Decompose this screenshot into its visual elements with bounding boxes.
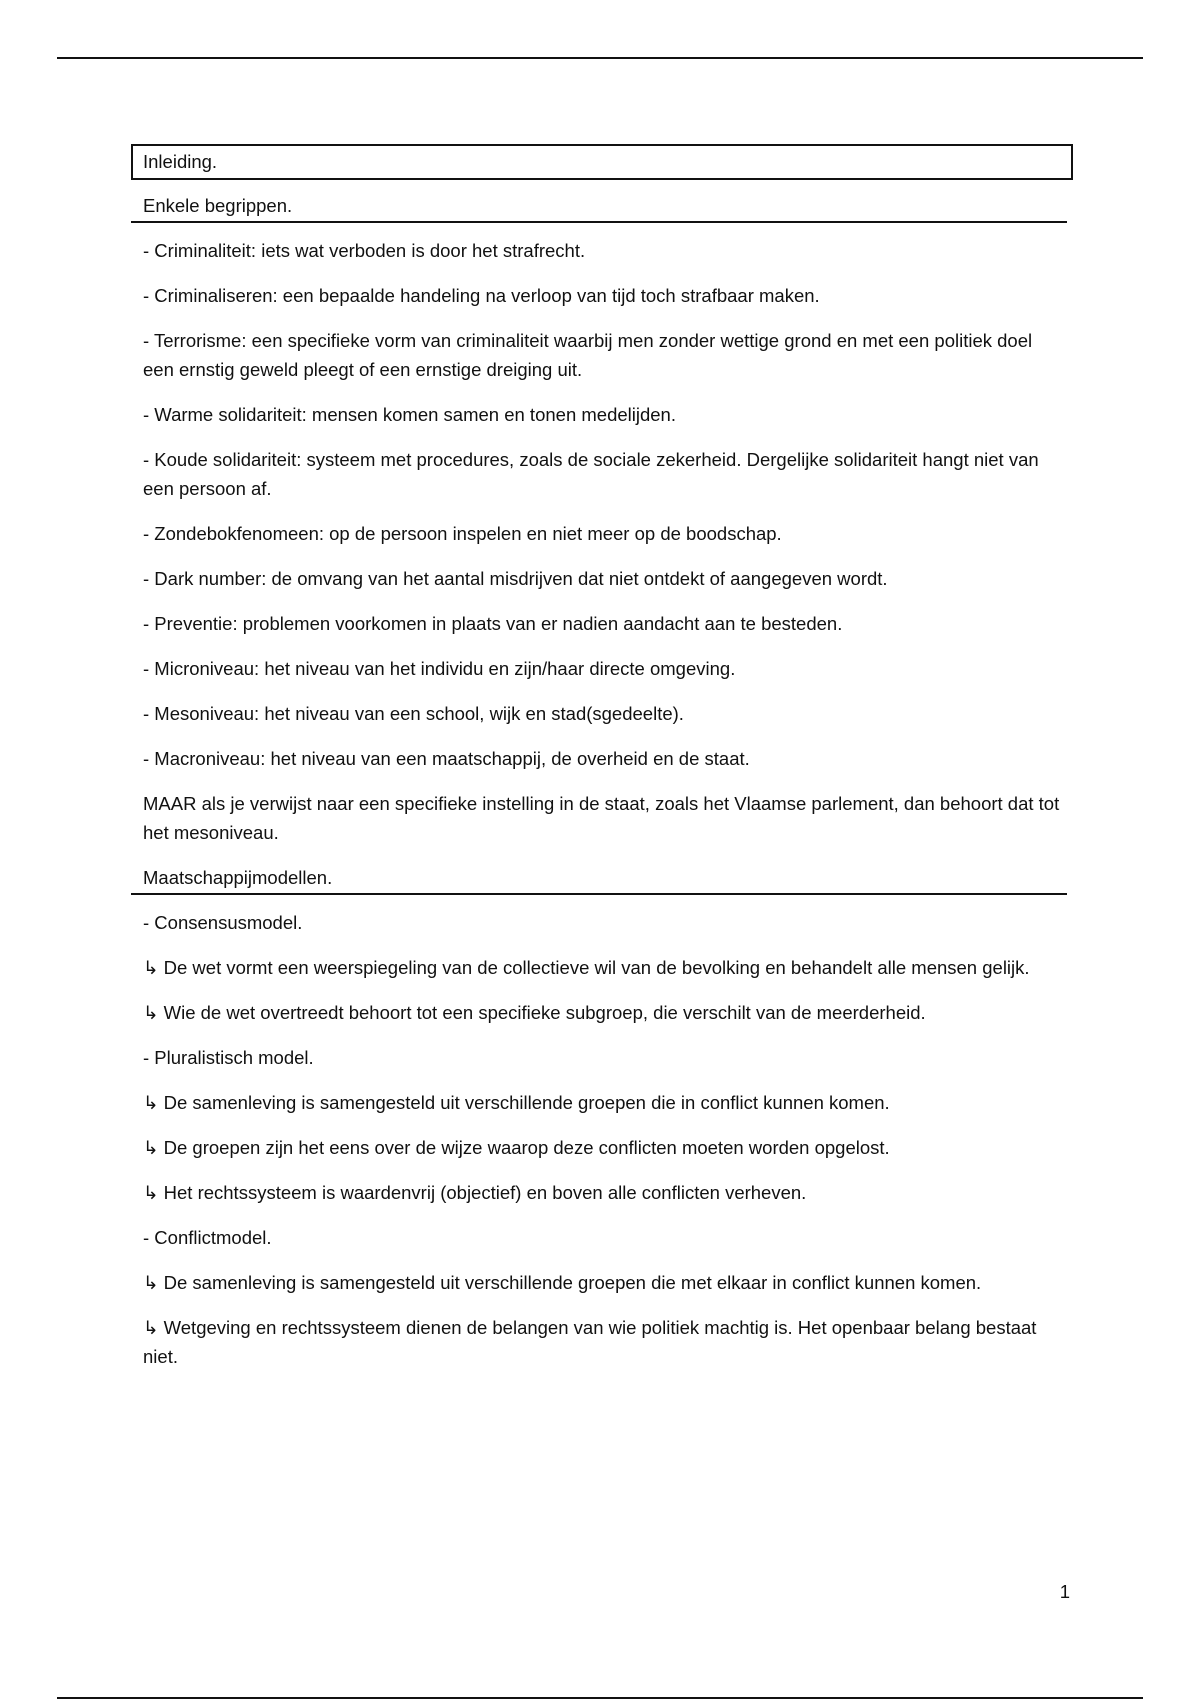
model-point: ↳ De samenleving is samengesteld uit verschillende groepen die met elkaar in conflict kunnen komen. (143, 1272, 982, 1293)
model-conflict: - Conflictmodel. (143, 1227, 272, 1248)
model-point: ↳ De wet vormt een weerspiegeling van de collectieve wil van de bevolking en behandelt alle mensen gelijk. (143, 957, 1030, 978)
page-number: 1 (1059, 1581, 1070, 1602)
model-point: ↳ Wetgeving en rechtssysteem dienen de belangen van wie politiek machtig is. Het openbaar belang bestaat niet. (143, 1317, 1037, 1367)
definition-macroniveau: - Macroniveau: het niveau van een maatschappij, de overheid en de staat. (143, 748, 750, 769)
page-bottom-rule (57, 1697, 1143, 1699)
model-point: ↳ De groepen zijn het eens over de wijze waarop deze conflicten moeten worden opgelost. (143, 1137, 890, 1158)
section-begrippen (131, 191, 1071, 847)
section-maatschappijmodellen (131, 863, 1071, 1371)
definition-microniveau: - Microniveau: het niveau van het individu en zijn/haar directe omgeving. (143, 658, 736, 679)
document-body (131, 144, 1071, 1387)
model-point: ↳ Het rechtssysteem is waardenvrij (objectief) en boven alle conflicten verheven. (143, 1182, 807, 1203)
definition-zondebokfenomeen: - Zondebokfenomeen: op de persoon inspelen en niet meer op de boodschap. (143, 523, 782, 544)
section-heading: Enkele begrippen. (131, 191, 1067, 223)
model-pluralistisch: - Pluralistisch model. (143, 1047, 314, 1068)
document-title: Inleiding. (131, 144, 1073, 180)
page-top-rule (57, 57, 1143, 59)
definition-preventie: - Preventie: problemen voorkomen in plaats van er nadien aandacht aan te besteden. (143, 613, 843, 634)
model-point: ↳ De samenleving is samengesteld uit verschillende groepen die in conflict kunnen komen. (143, 1092, 890, 1113)
definition-dark-number: - Dark number: de omvang van het aantal misdrijven dat niet ontdekt of aangegeven wordt. (143, 568, 888, 589)
model-consensus: - Consensusmodel. (143, 912, 303, 933)
model-point: ↳ Wie de wet overtreedt behoort tot een specifieke subgroep, die verschilt van de meerderheid. (143, 1002, 926, 1023)
definition-criminaliteit: - Criminaliteit: iets wat verboden is door het strafrecht. (143, 240, 586, 261)
note-mesoniveau: MAAR als je verwijst naar een specifieke instelling in de staat, zoals het Vlaamse parlement, dan behoort dat tot het mesoniveau. (143, 793, 1060, 843)
section-heading: Maatschappijmodellen. (131, 863, 1067, 895)
definition-terrorisme: - Terrorisme: een specifieke vorm van criminaliteit waarbij men zonder wettige grond en met een politiek doel een ernstig geweld pleegt of een ernstige dreiging uit. (143, 330, 1033, 380)
definition-koude-solidariteit: - Koude solidariteit: systeem met procedures, zoals de sociale zekerheid. Dergelijke solidariteit hangt niet van een persoon af. (143, 449, 1039, 499)
definition-criminaliseren: - Criminaliseren: een bepaalde handeling na verloop van tijd toch strafbaar maken. (143, 285, 820, 306)
definition-warme-solidariteit: - Warme solidariteit: mensen komen samen en tonen medelijden. (143, 404, 676, 425)
definition-mesoniveau: - Mesoniveau: het niveau van een school, wijk en stad(sgedeelte). (143, 703, 684, 724)
